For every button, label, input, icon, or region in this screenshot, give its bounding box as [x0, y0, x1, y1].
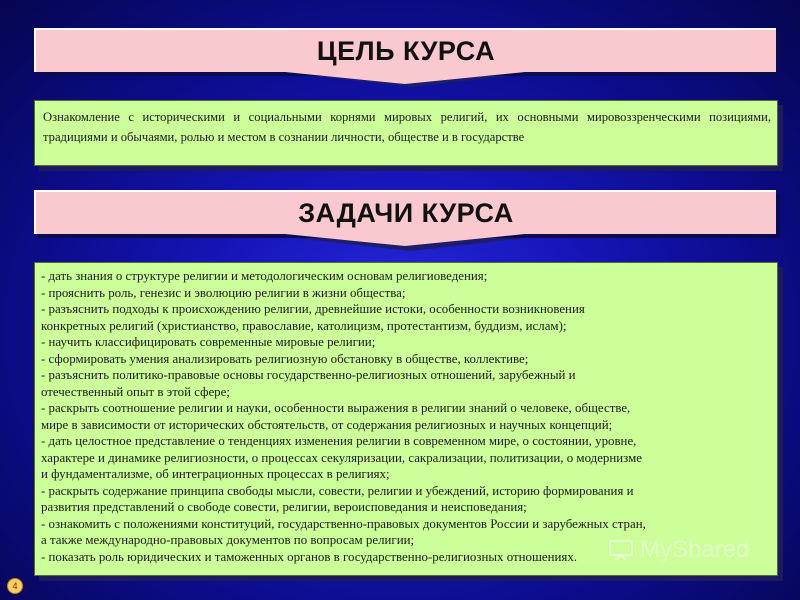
task-line: - раскрыть соотношение религии и науки, особенности выражения в религии знаний о человеке, обществе,	[41, 401, 631, 415]
task-line: конкретных религий (христианство, православие, католицизм, протестантизм, буддизм, ислам);	[41, 318, 567, 333]
tasks-title: ЗАДАЧИ КУРСА	[298, 197, 514, 228]
task-line: развития представлений о свободе совести, религии, вероисповедания и неисповедания;	[41, 500, 527, 514]
task-line: - научить классифицировать современные мировые религии;	[41, 335, 376, 349]
task-line: а также международно-правовых документов по вопросам религии;	[41, 533, 415, 547]
task-line: - сформировать умения анализировать религиозную обстановку в обществе, коллективе;	[41, 351, 529, 366]
slide-number: 4	[7, 578, 23, 594]
goal-title: ЦЕЛЬ КУРСА	[316, 35, 496, 66]
presentation-icon	[608, 539, 634, 561]
task-line: - раскрыть содержание принципа свободы мысли, совести, религии и убеждений, историю формирования и	[41, 483, 634, 498]
goal-text: Ознакомление с историческими и социальными корнями мировых религий, их основными мировоззренческими позициями, традициями и обычаями, ролью и местом в сознании личности, обществе и в государстве	[43, 110, 771, 144]
watermark	[608, 536, 749, 564]
task-line: - показать роль юридических и таможенных органов в государственно-религиозных отношениях.	[41, 549, 577, 564]
tasks-banner	[34, 190, 776, 234]
task-line: - разъяснить подходы к происхождению религии, древнейшие истоки, особенности возникновения	[41, 302, 585, 316]
goal-banner	[34, 28, 776, 72]
task-line: - прояснить роль, генезис и эволюцию религии в жизни общества;	[41, 285, 406, 300]
task-line: и фундаментализме, об интеграционных процессах в религиях;	[41, 467, 390, 481]
task-line: - дать знания о структуре религии и методологическим основам религиоведения;	[41, 269, 488, 283]
task-line: - разъяснить политико-правовые основы государственно-религиозных отношений, зарубежный и	[41, 368, 576, 382]
task-line: характере и динамике религиозности, о процессах секуляризации, сакрализации, политизации, о модернизме	[41, 450, 642, 465]
tasks-arrow	[285, 234, 525, 246]
task-line: - дать целостное представление о тенденциях изменения религии в современном мире, о состоянии, уровне,	[41, 434, 637, 448]
task-line: отечественный опыт в этой сфере;	[41, 384, 230, 399]
watermark-text: MyShared	[640, 536, 750, 563]
task-line: - ознакомить с положениями конституций, государственно-правовых документов России и зарубежных стран,	[41, 516, 646, 531]
goal-text-box	[34, 100, 778, 166]
goal-arrow	[285, 72, 525, 84]
task-line: мире в зависимости от исторических обстоятельств, от содержания религиозных и научных концепций;	[41, 417, 613, 432]
tasks-list-box	[34, 262, 778, 576]
